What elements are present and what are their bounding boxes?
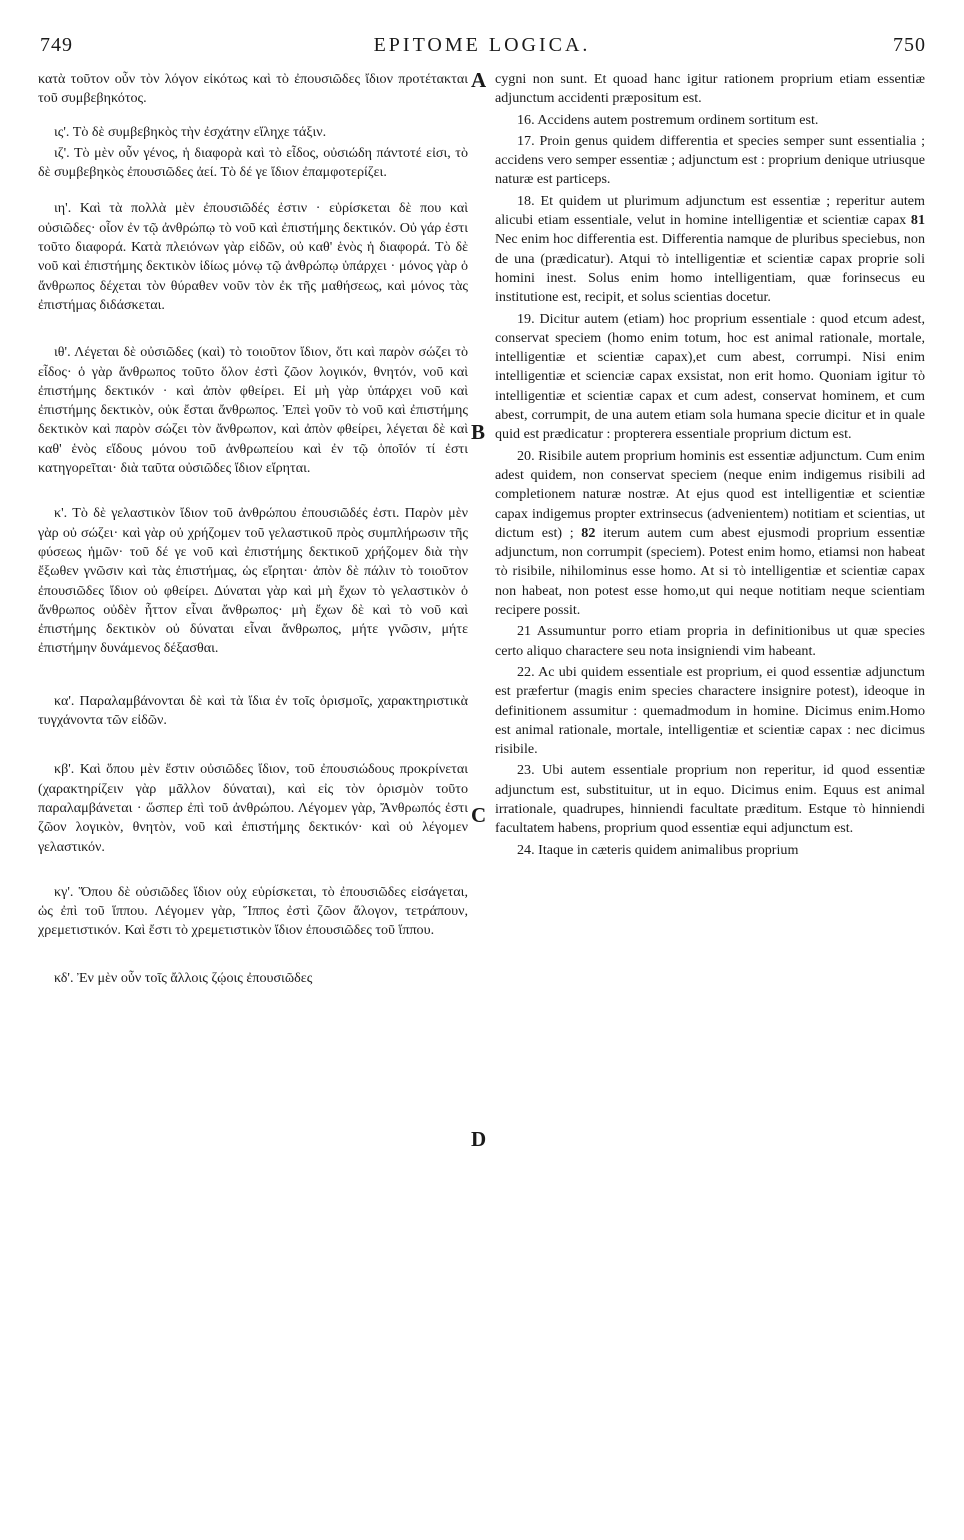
greek-text: κα'. Παραλαμβάνονται δὲ καὶ τὰ ἴδια ἐν τοῖς ὁρισμοῖς, χαρακτηριστικὰ τυγχάνοντα τῶν εἰδῶν.	[38, 692, 468, 729]
running-title: EPITOME LOGICA.	[373, 34, 591, 56]
latin-paragraph	[495, 447, 925, 621]
greek-text: κατὰ τοῦτον οὖν τὸν λόγον εἰκότως καὶ τὸ ἐπουσιῶδες ἴδιον προτέτακται τοῦ συμβεβηκότος.	[38, 71, 468, 107]
latin-text: 20. Risibile autem proprium hominis est essentiæ adjunctum. Cum enim adest quidem, non conservat speciem (neque enim indigemus risibili ad completionem naturæ nostræ. At ejus quod est intelligentiæ et scientiæ capax indigemus propter extrinsecus (advenientem) notitiam et scientias, ut dictum est) ;	[495, 447, 925, 541]
greek-text: κγ'. Ὅπου δὲ οὐσιῶδες ἴδιον οὐχ εὑρίσκεται, τὸ ἐπουσιῶδες εἰσάγεται, ὡς ἐπὶ τοῦ ἵππου. Λέγομεν γὰρ, Ἵππος ἐστὶ ζῶον ἄλογον, τετράπουν, χρεμετιστικόν. Καὶ ἔστι τὸ χρεμετιστικὸν ἴδιον ἐπουσιῶδες τοῦ ἵππου.	[38, 883, 468, 939]
greek-text: ις'. Τὸ δὲ συμβεβηκὸς τὴν ἐσχάτην εἴληχε τάξιν.	[54, 123, 327, 140]
greek-paragraph	[38, 969, 468, 988]
latin-paragraph	[495, 761, 925, 838]
latin-paragraph	[495, 111, 925, 130]
latin-paragraph	[495, 841, 925, 860]
page-header	[0, 0, 964, 60]
column-number: 82	[581, 524, 596, 541]
greek-paragraph	[38, 199, 468, 315]
greek-paragraph	[38, 760, 468, 856]
latin-paragraph	[495, 663, 925, 759]
latin-paragraph	[495, 622, 925, 661]
latin-paragraph	[495, 70, 925, 109]
greek-text: κβ'. Καὶ ὅπου μὲν ἔστιν οὐσιῶδες ἴδιον, τοῦ ἐπουσιώδους προκρίνεται (χαρακτηρίζειν γὰρ μᾶλλον δύναται), καὶ εἰς τὸν ὁρισμὸν τοῦτο παραλαμβάνεται · ὥσπερ ἐπὶ τοῦ ἀνθρώπου. Λέγομεν γὰρ, Ἄνθρωπός ἐστι ζῶον λογικὸν, θνητὸν, νοῦ καὶ ἐπιστήμης δεκτικόν· καὶ οὐ λέγομεν γελαστικόν.	[38, 761, 468, 855]
latin-text: 17. Proin genus quidem differentia et species semper sunt essentialia ; accidens vero semper essentiæ ; adjunctum est : proprium denique utriusque naturæ est particeps.	[495, 132, 925, 188]
latin-text: cygni non sunt. Et quoad hanc igitur rationem proprium etiam essentiæ adjunctum accidenti præpositum est.	[495, 71, 925, 107]
latin-paragraph	[495, 310, 925, 445]
column-marker-c: C	[471, 803, 487, 827]
greek-text: κ'. Τὸ δὲ γελαστικὸν ἴδιον τοῦ ἀνθρώπου ἐπουσιῶδές ἐστι. Παρὸν μὲν γὰρ οὐ σώζει· καὶ γὰρ οὐ χρήζομεν τοῦ γελαστικοῦ πρὸς συμπλήρωσιν τῆς φύσεως ἡμῶν· τοῦ δέ γε νοῦ καὶ ἐπιστήμης δεκτικοῦ χρήζομεν διὰ τὴν ἔξωθεν γνῶσιν καὶ τὰς ἐπιστήμας, ὡς εἴρηται· ἀπὸν δὲ πάλιν τὸ τοιοῦτον ἐπουσιῶδες ἴδιον οὐ φθείρει. Δύναται γὰρ καὶ μὴ ἔχων τὸ γελαστικὸν ὁ ἄνθρωπος οὐδὲν ἧττον εἶναι ἄνθρωπος· μὴ ἔχων δὲ καὶ τὸ νοῦ καὶ ἐπιστήμης δεκτικὸν οὐ δύναται εἶναι ἄνθρωπος, μήτε γνῶσιν, μήτε ἐπιστήμην δυνάμενος δέξασθαι.	[38, 505, 468, 657]
column-marker-a: A	[471, 68, 487, 92]
latin-text: 24. Itaque in cæteris quidem animalibus proprium	[517, 841, 799, 858]
greek-paragraph	[38, 123, 468, 142]
greek-text: ιθ'. Λέγεται δὲ οὐσιῶδες (καὶ) τὸ τοιοῦτον ἴδιον, ὅτι καὶ παρὸν σώζει τὸ εἶδος· ὁ γὰρ ἄνθρωπος τοῦτο ὅλον ἐστὶ ζῶον λογικόν, θνητόν, νοῦ καὶ ἐπιστήμης δεκτικόν · καὶ ἀπὸν φθείρει. Εἰ μὴ γὰρ ὑπάρχει νοῦ καὶ ἐπιστήμης δεκτικὸν, οὐκ ἔσται ἄνθρωπος. Ἐπεὶ γοῦν τὸ νοῦ καὶ ἐπιστήμης δεκτικὸν καὶ παρὸν σώζει τὸν ἄνθρωπον, καὶ ἀπὸν φθείρει, λέγεται δὲ καὶ καθ' ἑνὸς εἴδους μόνου τοῦ ἀνθρωπείου καὶ ἐν τῷ ὁποῖόν τί ἐστι κατηγορεῖται· διὰ ταῦτα οὐσιῶδες ἴδιον εἴρηται.	[38, 344, 468, 477]
latin-column	[495, 70, 925, 860]
latin-text: Nec enim hoc differentia est. Differentia namque de pluribus speciebus, non de una (prædicatur). Atqui τὸ intelligentiæ et scientiæ capax proprie soli homini inest. Solus enim homo intelligentiam, quæ forinsecus eu institutione est, recipit, et solus scientias docetur.	[495, 231, 925, 306]
greek-paragraph	[38, 504, 468, 658]
latin-text: 21 Assumuntur porro etiam propria in definitionibus ut quæ species certo aliquo charactere seu nota insigniendi vim habeant.	[495, 623, 925, 659]
latin-paragraph	[495, 132, 925, 190]
latin-text: 23. Ubi autem essentiale proprium non reperitur, id quod essentiæ adjunctum est, substituitur, ut in equo. Dicimus enim. Equus est animal irrationale, quadrupes, hinniendi facultate præditum. Estque τὸ hinniendi facultatem habens, proprium quod essentiæ equi adjunctum est.	[495, 762, 925, 837]
greek-paragraph	[38, 883, 468, 941]
page-number-left: 749	[40, 34, 73, 56]
column-number: 81	[910, 212, 925, 229]
latin-text: 16. Accidens autem postremum ordinem sortitum est.	[517, 111, 819, 128]
latin-text: 22. Ac ubi quidem essentiale est proprium, ei quod essentiæ adjunctum est præfertur (magis enim species charactere insignire potest), ideoque in definitionem assumitur : quemadmodum in homine. Dicimus enim.Homo est animal rationale, mortale, intelligentiæ et scientiæ capax : nec dicimus risibile.	[495, 663, 925, 758]
greek-column	[38, 70, 468, 988]
greek-paragraph	[38, 144, 468, 183]
page-number-right: 750	[893, 34, 926, 56]
latin-text: 18. Et quidem ut plurimum adjunctum est essentiæ ; reperitur autem alicubi etiam essentiale, velut in homine intelligentiæ et scientiæ capax	[495, 192, 925, 229]
greek-paragraph	[38, 692, 468, 731]
greek-text: κδ'. Ἐν μὲν οὖν τοῖς ἄλλοις ζῴοις ἐπουσιῶδες	[54, 969, 313, 986]
column-marker-b: B	[471, 420, 486, 444]
latin-paragraph	[495, 192, 925, 308]
column-marker-d: D	[471, 1127, 487, 1151]
greek-paragraph	[38, 70, 468, 109]
latin-text: 19. Dicitur autem (etiam) hoc proprium essentiale : quod etcum adest, conservat speciem (homo enim totum, hoc est animal rationale, mortale, intelligentiæ et scientiæ capax),et cum abest, corrumpi. Nisi enim intelligentiæ et scienciæ capax exsistat, non erit homo. Quoniam igitur τὸ intelligentiæ et scientiæ capax et cum adest, conservat hominem, et cum abest, corrumpit, de una autem etiam sola humana specie dicitur et in quale quid est prædicatur : propterera essentiale proprium dictum est.	[495, 310, 925, 443]
latin-text: iterum autem cum abest ejusmodi proprium essentiæ adjunctum, non corrumpit (speciem). Potest enim homo, etiamsi non habeat τὸ risibile, nihilominus esse homo. At si τὸ intelligentiæ et scientiæ capax non habeat, non potest esse homo,ut qui neque notitiam neque scientiam recipere possit.	[495, 524, 925, 619]
greek-paragraph	[38, 343, 468, 478]
greek-text: ιζ'. Τὸ μὲν οὖν γένος, ἡ διαφορὰ καὶ τὸ εἶδος, οὐσιώδη πάντοτέ εἰσι, τὸ δὲ συμβεβηκὸς ἐπουσιῶδες ἀεί. Τὸ δέ γε ἴδιον ἐπαμφοτερίζει.	[38, 144, 468, 181]
greek-text: ιη'. Καὶ τὰ πολλὰ μὲν ἐπουσιῶδές ἐστιν · εὑρίσκεται δὲ που καὶ οὐσιῶδες· οἷον ἐν τῷ ἀνθρώπῳ τὸ νοῦ καὶ ἐπιστήμης δεκτικόν. Οὐ γάρ ἐστι τοῦτο διαφορά. Κατὰ πλειόνων γὰρ εἰδῶν, οὐ καθ' ἑνὸς ἡ διαφορά. Τὸ δὲ νοῦ καὶ ἐπιστήμης δεκτικὸν ἰδίως μόνῳ τῷ ἀνθρώπῳ ὑπάρχει · μόνος γὰρ ὁ ἄνθρωπος δέχεται τὸν θύραθεν νοῦν τὸν ἐκ τῆς μαθήσεως, καὶ μόνος τὰς ἐπιστήμας διδάσκεται.	[38, 200, 468, 313]
